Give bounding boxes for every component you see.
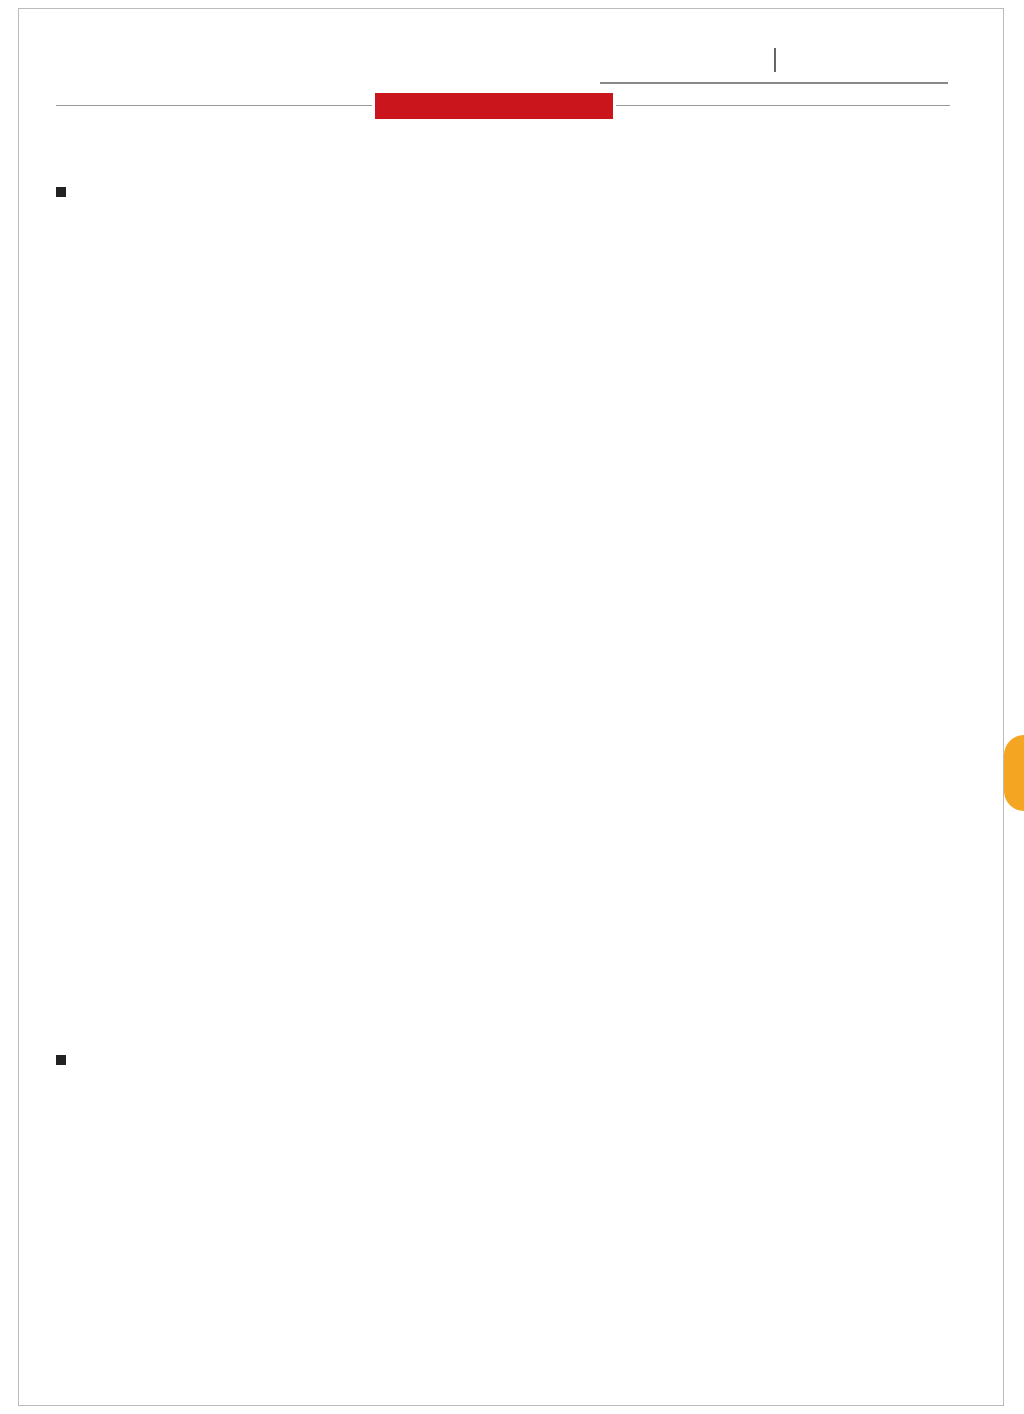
section-rule-left xyxy=(56,105,372,106)
masthead-rule xyxy=(600,82,948,84)
article2-author xyxy=(56,1052,72,1068)
masthead xyxy=(560,40,1000,80)
masthead-divider xyxy=(774,48,776,72)
author-bullet-icon xyxy=(56,187,66,197)
page-tab xyxy=(1004,735,1024,811)
section-rule-right xyxy=(616,105,950,106)
article-author xyxy=(56,184,72,200)
ie-pyramid-diagram xyxy=(526,1000,956,1360)
section-tag xyxy=(375,93,613,119)
author-bullet-icon xyxy=(56,1055,66,1065)
